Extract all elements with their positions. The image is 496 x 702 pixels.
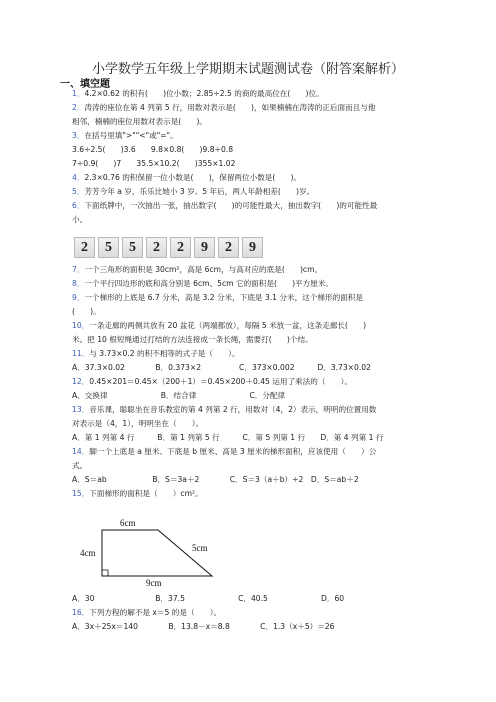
number-card: 5 [98,237,119,258]
question-text: 芳芳今年 a 岁，乐乐比她小 3 岁。5 年后，两人年龄相差( )岁。 [84,187,315,196]
question-line [72,307,452,317]
question-number: 3． [72,131,85,140]
page-title: 小学数学五年级上学期期末试题测试卷（附答案解析） [91,62,404,77]
card-row [74,237,263,258]
question-line [72,159,452,169]
question-line [72,335,452,345]
question-text: A．第 1 列第 4 行 B．第 1 列第 5 行 C．第 5 列第 1 行 D．第 4 列第 1 行 [72,433,384,442]
question-line [72,187,452,197]
question-text: 与 3.73×0.2 的积不相等的式子是（ ）。 [89,349,240,358]
question-line [72,405,452,415]
question-line [72,103,452,113]
question-line [72,145,452,155]
trapezoid-left-label: 4cm [80,548,96,558]
question-line [72,447,452,457]
question-number: 9． [72,293,85,302]
question-text: 米。把 10 根短绳通过打结的方法连接成一条长绳，需要打( )个结。 [72,335,313,344]
question-number: 6． [72,201,85,210]
question-text: 下面纸牌中，一次抽出一张，抽出数字( )的可能性最大，抽出数字( )的可能性最 [84,201,378,210]
question-line [72,608,452,618]
question-text: 在括号里填">""<"或"="。 [84,131,178,140]
question-line [72,363,452,373]
question-text: 涛涛的座位在第 4 列第 5 行，用数对表示是( )，如果楠楠在涛涛的正后面而且与他 [84,103,376,112]
question-number: 8． [72,279,85,288]
question-number: 5． [72,187,85,196]
question-line [72,293,452,303]
question-text: 2.3×0.76 的积保留一位小数是( )，保留两位小数是( )。 [84,173,302,182]
question-number: 10． [72,321,90,330]
question-text: 一个平行四边形的底和高分别是 6cm、5cm 它的面积是( )平方厘米。 [84,279,334,288]
number-card: 2 [146,237,167,258]
question-text: 一条走廊的两侧共放有 20 盆花（两端都放），每隔 5 米放一盆，这条走廊长( ) [89,321,367,330]
question-line [72,279,452,289]
question-number: 12． [72,377,90,386]
number-card: 5 [122,237,143,258]
question-text: 7÷0.9( )7 35.5×10.2( )355×1.02 [72,159,236,168]
question-line [72,265,452,275]
question-line [72,419,452,429]
question-number: 15． [72,489,90,498]
question-line [72,131,452,141]
trapezoid-figure [80,518,240,586]
question-number: 13． [72,405,90,414]
question-text: A．3x＋25x＝140 B．13.8－x＝8.8 C．1.3（x＋5）＝26 [72,622,335,631]
question-text: A．S＝ab B．S＝3a＋2 C．S＝3（a＋b）÷2 D．S＝ab＋2 [72,475,359,484]
question-number: 16． [72,608,90,617]
right-angle-mark [102,570,108,576]
question-text: 一个三角形的面积是 30cm²，高是 6cm，与高对应的底是( )cm。 [84,265,323,274]
number-card: 9 [194,237,215,258]
question-text: 音乐课，聪聪坐在音乐教室的第 4 列第 2 行，用数对（4，2）表示，明明的位置用数 [89,405,377,414]
question-line [72,321,452,331]
question-line [72,622,452,632]
question-text: 脚一个上底是 a 厘米、下底是 b 厘米、高是 3 厘米的梯形面积，应该使用（ ）公 [89,447,377,456]
trapezoid-top-label: 6cm [120,518,136,528]
question-line [72,349,452,359]
question-text: 下列方程的解不是 x＝5 的是（ ）。 [89,608,222,617]
question-line [72,117,452,127]
trapezoid-bottom-label: 9cm [146,578,162,586]
question-number: 1． [72,89,85,98]
question-number: 7． [72,265,85,274]
question-text: 对表示是（4，1），明明坐在（ ）。 [72,419,204,428]
question-text: 一个梯形的上底是 6.7 分米，高是 3.2 分米，下底是 3.1 分米，这个梯形的面积是 [84,293,363,302]
number-card: 9 [242,237,263,258]
question-number: 2． [72,103,85,112]
question-text: 小。 [72,215,88,224]
question-line [72,475,452,485]
question-line [72,461,452,471]
question-number: 4． [72,173,85,182]
question-line [72,391,452,401]
question-text: 式。 [72,461,88,470]
question-text: 相邻，楠楠的座位用数对表示是( )。 [72,117,208,126]
question-number: 14． [72,447,90,456]
question-text: 4.2×0.62 的积有( )位小数；2.85÷2.5 的商的最高位在( )位。 [84,89,324,98]
question-line [72,173,452,183]
number-card: 2 [74,237,95,258]
question-line [72,215,452,225]
trapezoid-shape [102,530,212,576]
question-text: A．交换律 B．结合律 C．分配律 [72,391,286,400]
question-line [72,489,452,499]
question-line [72,89,452,99]
question-text: A．30 B．37.5 C．40.5 D．60 [72,594,345,603]
section-heading: 一、填空题 [60,79,110,90]
question-text: A．37.3×0.02 B．0.373×2 C．373×0.002 D．3.73×0.02 [72,363,371,372]
number-card: 2 [218,237,239,258]
question-number: 11． [72,349,90,358]
trapezoid-right-label: 5cm [192,543,208,553]
question-line [72,594,452,604]
question-text: ( )。 [72,307,101,316]
question-line [72,377,452,387]
question-line [72,201,452,211]
question-text: 0.45×201＝0.45×（200＋1）＝0.45×200＋0.45 运用了乘法的（ ）。 [89,377,353,386]
number-card: 2 [170,237,191,258]
question-text: 3.6÷2.5( )3.6 9.8×0.8( )9.8÷0.8 [72,145,234,154]
question-text: 下面梯形的面积是（ ）cm²。 [89,489,203,498]
question-line [72,433,452,443]
